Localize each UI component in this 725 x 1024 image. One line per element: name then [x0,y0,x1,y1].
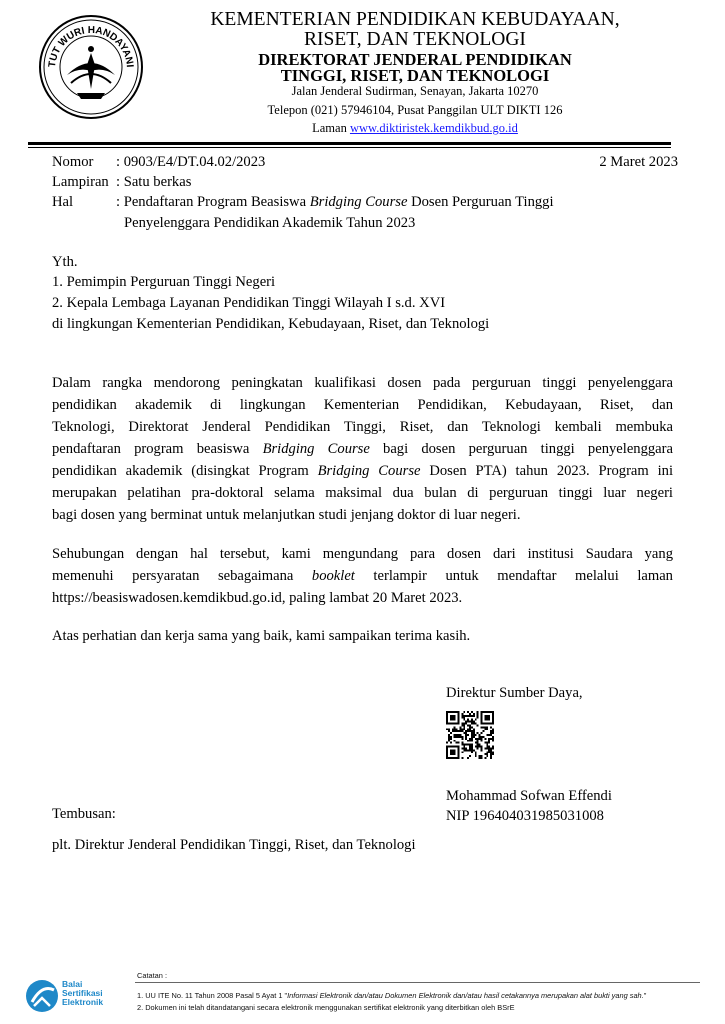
footer-note-2: 2. Dokumen ini telah ditandatangani secara elektronik menggunakan sertifikat elektronik yang diterbitkan oleh BSrE [137,1003,515,1012]
paragraph-1: Dalam rangka mendorong peningkatan kualifikasi dosen pada perguruan tinggi penyelenggara pendidikan akademik di lingkungan Kementerian Pendidikan, Kebudayaan, Riset, dan Teknologi, Direktorat Jenderal Pendidikan Tinggi, Riset, dan Teknologi kembali membuka pendaftaran program beasiswa Bridging Course bagi dosen perguruan tinggi penyelenggara pendidikan akademik (disingkat Program Bridging Course Dosen PTA) tahun 2023. Program ini merupakan pelatihan pra-doktoral selama maksimal dua bulan di perguruan tinggi luar negeri bagi dosen yang berminat untuk melanjutkan studi jenjang doktor di luar negeri. [52,375,674,523]
hal-value-line1: : Pendaftaran Program Beasiswa Bridging Course Dosen Perguruan Tinggi [116,194,554,210]
addressee-line2: 2. Kepala Lembaga Layanan Pendidikan Tinggi Wilayah I s.d. XVI [52,295,446,311]
svg-text:TUT WURI HANDAYANI: TUT WURI HANDAYANI [46,24,135,68]
footer-catatan: Catatan : [137,971,167,980]
addressee-line3: di lingkungan Kementerian Pendidikan, Kebudayaan, Riset, dan Teknologi [52,316,490,332]
paragraph-2: Sehubungan dengan hal tersebut, kami mengundang para dosen dari institusi Saudara yang memenuhi persyaratan sebagaimana booklet terlampir untuk mendaftar melalui laman https://beasiswadosen.kemdikbud.go.id, paling lambat 20 Maret 2023. [52,546,673,606]
letterhead-ministry-line2: RISET, DAN TEKNOLOGI [304,29,526,50]
lampiran-value: : Satu berkas [116,174,192,190]
letterhead-directorate-line2: TINGGI, RISET, DAN TEKNOLOGI [280,66,550,85]
website-label: Laman [312,121,347,135]
salutation: Yth. [52,254,78,270]
signatory-name: Mohammad Sofwan Effendi [446,788,612,804]
paragraph-3: Atas perhatian dan kerja sama yang baik, kami sampaikan terima kasih. [52,628,471,644]
signatory-title: Direktur Sumber Daya, [446,685,583,701]
bsre-logo [22,976,132,1016]
letterhead-ministry-line1: KEMENTERIAN PENDIDIKAN KEBUDAYAAN, [210,9,620,30]
letter-date: 2 Maret 2023 [599,154,678,170]
qr-code-icon [446,711,494,759]
bsre-logo-line3: Elektronik [62,997,104,1007]
letterhead-rule-thin [28,147,671,148]
addressee-line1: 1. Pemimpin Perguruan Tinggi Negeri [52,274,276,290]
lampiran-label: Lampiran [52,174,109,190]
cc-item: plt. Direktur Jenderal Pendidikan Tinggi, Riset, dan Teknologi [52,837,416,853]
cc-label: Tembusan: [52,806,116,822]
hal-value-line2: Penyelenggara Pendidikan Akademik Tahun 2023 [124,215,416,231]
footer-note-1: 1. UU ITE No. 11 Tahun 2008 Pasal 5 Ayat 1 "Informasi Elektronik dan/atau Dokumen Elektronik dan/atau hasil cetakannya merupakan alat bukti yang sah." [137,991,647,1000]
nomor-value: : 0903/E4/DT.04.02/2023 [116,154,266,170]
hal-label: Hal [52,194,74,210]
website-link[interactable]: www.diktiristek.kemdikbud.go.id [349,121,518,135]
letterhead-rule-thick [28,142,671,145]
bsre-logo-line1: Balai [62,979,83,989]
footer-rule [135,982,700,983]
letterhead-phone: Telepon (021) 57946104, Pusat Panggilan ULT DIKTI 126 [267,103,563,117]
letterhead-website [190,121,640,135]
letterhead-directorate-line1: DIREKTORAT JENDERAL PENDIDIKAN [258,50,572,69]
nomor-label: Nomor [52,154,94,170]
signatory-nip: NIP 196404031985031008 [446,808,604,824]
letterhead-address: Jalan Jenderal Sudirman, Senayan, Jakarta 10270 [291,84,539,98]
bsre-logo-line2: Sertifikasi [62,988,103,998]
tut-wuri-handayani-logo [37,13,145,121]
